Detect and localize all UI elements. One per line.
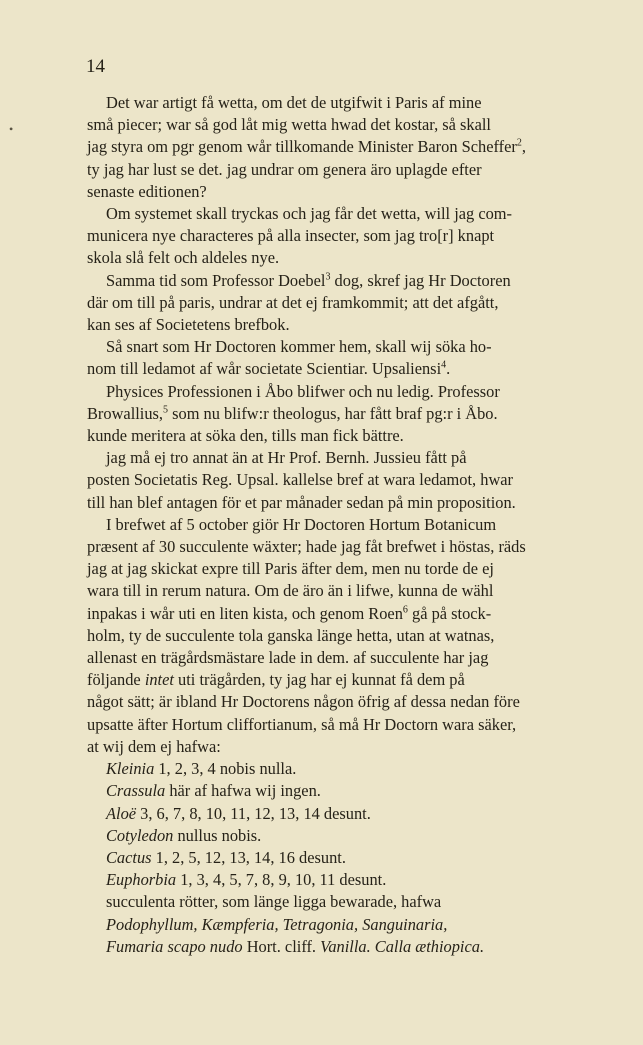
paragraph bbox=[87, 447, 585, 514]
text-line: I brefwet af 5 october giör Hr Doctoren Hortum Botanicum bbox=[106, 514, 497, 534]
text-line: något sätt; är ibland Hr Doctorens någon öfrig af dessa nedan före bbox=[87, 692, 520, 712]
italic-run: Euphorbia bbox=[106, 870, 177, 890]
footnote-ref: 6 bbox=[402, 604, 408, 616]
italic-run: Cotyledon bbox=[106, 825, 174, 845]
plant-list-item: Fumaria scapo nudo Hort. cliff. Vanilla. Calla æthiopica. bbox=[106, 936, 485, 956]
paragraph bbox=[87, 203, 585, 270]
plant-list bbox=[87, 758, 585, 958]
text-line: allenast en trägårdsmästare lade in dem. af succulente har jag bbox=[87, 648, 489, 668]
text-line: Physices Professionen i Åbo blifwer och nu ledig. Professor bbox=[106, 381, 500, 401]
italic-run: Crassula bbox=[106, 781, 166, 801]
text-line: skola slå felt och aldeles nye. bbox=[87, 248, 280, 268]
text-line: inpakas i wår uti en liten kista, och genom Roen$^6$ gå på stock- bbox=[87, 603, 492, 623]
footnote-ref: 5 bbox=[163, 404, 169, 416]
paragraph bbox=[87, 514, 585, 758]
footnote-ref: 2 bbox=[516, 137, 522, 149]
plant-list-item: Aloë 3, 6, 7, 8, 10, 11, 12, 13, 14 desunt. bbox=[106, 803, 371, 823]
italic-run: Podophyllum, Kæmpferia, Tetragonia, Sanguinaria, bbox=[106, 914, 448, 934]
text-line: nom till ledamot af wår societate Scientiar. Upsaliensi$^4$. bbox=[87, 359, 451, 379]
paragraph bbox=[87, 336, 585, 380]
text-line: wara till in rerum natura. Om de äro än i lifwe, kunna de wähl bbox=[87, 581, 494, 601]
text-line: Browallius,$^5$ som nu blifw:r theologus, har fått braf pg:r i Åbo. bbox=[87, 403, 498, 423]
plant-list-item: Cactus 1, 2, 5, 12, 13, 14, 16 desunt. bbox=[106, 847, 346, 867]
text-line: kunde meritera at söka den, tills man fick bättre. bbox=[87, 426, 404, 446]
text-line: där om till på paris, undrar at det ej framkommit; att det afgått, bbox=[87, 292, 499, 312]
text-line: Om systemet skall tryckas och jag får det wetta, will jag com- bbox=[106, 204, 513, 224]
text-line: præsent af 30 succulente wäxter; hade jag fåt brefwet i höstas, räds bbox=[87, 537, 526, 557]
text-line: at wij dem ej hafwa: bbox=[87, 736, 221, 756]
italic-run: Cactus bbox=[106, 847, 152, 867]
plant-list-item: succulenta rötter, som länge ligga bewarade, hafwa bbox=[106, 892, 442, 912]
text-line: upsatte äfter Hortum cliffortianum, så må Hr Doctorn wara säker, bbox=[87, 714, 517, 734]
footnote-ref: 4 bbox=[441, 359, 447, 371]
text-line: holm, ty de succulente tola ganska länge hetta, utan at watnas, bbox=[87, 625, 495, 645]
italic-run: intet bbox=[144, 670, 174, 690]
paragraph-container bbox=[87, 92, 585, 758]
text-line: Så snart som Hr Doctoren kommer hem, skall wij söka ho- bbox=[106, 337, 492, 357]
italic-run: Kleinia bbox=[106, 759, 155, 779]
plant-list-item: Crassula här af hafwa wij ingen. bbox=[106, 781, 321, 801]
plant-list-item: Cotyledon nullus nobis. bbox=[106, 825, 262, 845]
plant-list-item bbox=[87, 914, 585, 936]
text-line: senaste editionen? bbox=[87, 181, 207, 201]
plant-list-item: Kleinia 1, 2, 3, 4 nobis nulla. bbox=[106, 759, 297, 779]
text-line: posten Societatis Reg. Upsal. kallelse bref at wara ledamot, hwar bbox=[87, 470, 514, 490]
text-line: ty jag har lust se det. jag undrar om genera äro uplagde efter bbox=[87, 159, 482, 179]
text-line: jag styra om pgr genom wår tillkomande Minister Baron Scheffer$^2$, bbox=[87, 137, 526, 157]
italic-run: Aloë bbox=[106, 803, 137, 823]
text-line: jag må ej tro annat än at Hr Prof. Bernh. Jussieu fått på bbox=[106, 448, 467, 468]
text-line: följande intet uti trägården, ty jag har ej kunnat få dem på bbox=[87, 670, 465, 690]
paragraph bbox=[87, 381, 585, 448]
text-line: till han blef antagen för et par månader sedan på min proposition. bbox=[87, 492, 516, 512]
text-line: jag at jag skickat expre till Paris äfter dem, men nu torde de ej bbox=[87, 559, 494, 579]
page-number: 14 bbox=[86, 56, 105, 77]
text-line: Samma tid som Professor Doebel$^3$ dog, skref jag Hr Doctoren bbox=[106, 270, 511, 290]
text-line: små piecer; war så god låt mig wetta hwad det kostar, så skall bbox=[87, 115, 491, 135]
paragraph bbox=[87, 92, 585, 203]
italic-run: Fumaria scapo nudo bbox=[106, 936, 243, 956]
letter-body bbox=[87, 92, 585, 958]
stray-print-mark: • bbox=[9, 122, 14, 136]
paragraph bbox=[87, 270, 585, 337]
text-line: kan ses af Societetens brefbok. bbox=[87, 315, 290, 335]
footnote-ref: 3 bbox=[325, 271, 331, 283]
text-line: municera nye characteres på alla insecter, som jag tro[r] knapt bbox=[87, 226, 495, 246]
plant-list-item: Euphorbia 1, 3, 4, 5, 7, 8, 9, 10, 11 desunt. bbox=[106, 870, 387, 890]
italic-run: Vanilla. Calla æthiopica. bbox=[320, 936, 485, 956]
text-line: Det war artigt få wetta, om det de utgifwit i Paris af mine bbox=[106, 93, 482, 112]
